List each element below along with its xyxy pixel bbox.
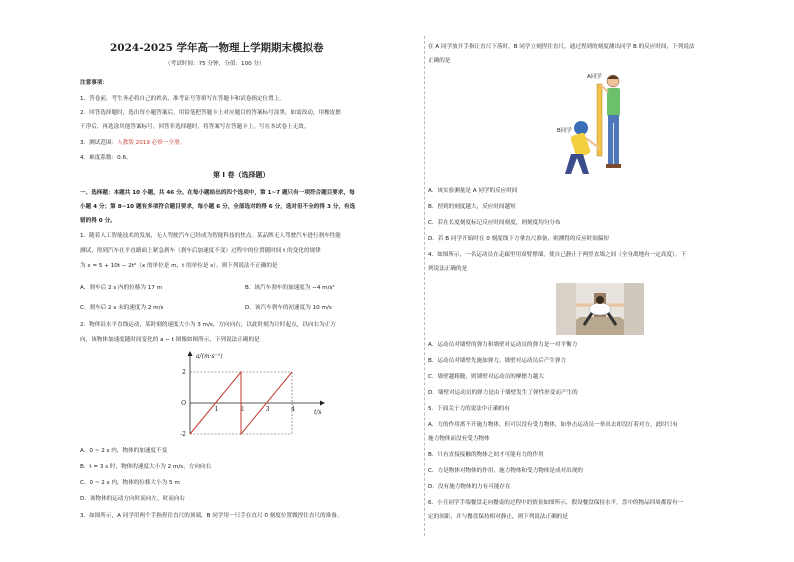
notice-heading: 注意事项： (80, 80, 108, 86)
exam-info: （考试时间：75 分钟，分值：100 分） (165, 61, 265, 67)
notice-line-2: 2．回答选择题时，选出每小题答案后，用铅笔把答题卡上对应题目的答案标号涂黑。如需改动，用橡皮擦 (80, 110, 341, 116)
q2-option-b: B．t = 3 s 时，物体的速度大小为 2 m/s，方向向右 (80, 464, 212, 470)
acceleration-time-chart (170, 348, 330, 438)
x-axis-arrow (320, 401, 325, 406)
section-title: 第 I 卷（选择题） (213, 171, 270, 179)
q3-stem-left: 3．如图所示，A 同学用两个手指捏住直尺的顶端，B 同学用一只手在直尺 0 刻度位置做捏住直尺的准备。 (80, 513, 343, 519)
q1-stem-3: 为 x = 5 + 10t − 2t²（x 的单位是 m，t 的单位是 s）。则下列说法不正确的是 (80, 263, 278, 269)
q4-stem-2: 列说法正确的是 (428, 266, 468, 272)
student-b-label: B同学 (557, 128, 572, 134)
scope-value: 人教版 2019 必修一全册。 (117, 140, 186, 146)
q2-option-d: D．该物体的运动方向时而向左，时而向右 (80, 496, 185, 502)
q4-option-d: D．墙壁对运动员的弹力是由于墙壁发生了弹性形变而产生的 (428, 390, 578, 396)
scope-label: 3．测试范围： (80, 140, 118, 146)
x-tick-label: 3 (265, 406, 270, 413)
q6-stem-2: 定的间距，并与餐盘保持相对静止，则下列说法正确的是 (428, 514, 568, 520)
q1-option-a: A．刹车后 2 s 内的位移为 17 m (80, 285, 163, 291)
y-axis-label: a/(m·s⁻²) (196, 353, 223, 360)
q5-option-c: C．力是物体对物体的作用，施力物体和受力物体是成对出现的 (428, 468, 583, 474)
y-tick-label: -2 (180, 431, 186, 438)
notice-line-5: 4．难度系数：0.6。 (80, 155, 132, 161)
x-tick-label: 2 (240, 406, 244, 413)
q5-stem: 5．下面关于力的说法中正确的有 (428, 406, 510, 412)
paper-title: 2024-2025 学年高一物理上学期期末模拟卷 (110, 42, 324, 54)
q4-option-c: C．墙壁越粗糙，则墙壁对运动员的摩擦力越大 (428, 374, 544, 380)
right-wall (624, 283, 644, 335)
q1-option-d: D．该汽车刹车的初速度为 10 m/s (245, 305, 332, 311)
part1-header-3: 错的得 0 分。 (80, 218, 116, 224)
q2-stem-2: 向，该物体加速度随时间变化的 a − t 图像如图所示，下列说法正确的是 (80, 337, 260, 343)
q2-option-a: A．0 ~ 2 s 内，物体的加速度不变 (80, 448, 168, 454)
part1-header-2: 小题 4 分；第 8~10 题有多项符合题目要求，每小题 6 分，全部选对的得 6 分，选对但不全的得 3 分，有选 (80, 204, 356, 210)
y-tick-labels (180, 369, 186, 438)
student-a-body (607, 88, 620, 116)
q2-option-c: C．0 ~ 2 s 内，物体的位移大小为 5 m (80, 480, 180, 486)
notice-line-4 (80, 140, 185, 147)
q5-option-d: D．没有施力物体的力有可能存在 (428, 484, 511, 490)
q1-stem-1: 1．随着人工智能技术的发展，无人驾驶汽车已经成为智能科技的焦点。某品牌无人驾驶汽车进行刹车性能 (80, 233, 341, 239)
q1-stem-2: 测试，得到汽车在平直路面上紧急刹车（刹车后加速度不变）过程中的位置随时间 t 的变化的规律 (80, 248, 321, 254)
q4-option-a: A．运动员对墙壁的弹力和墙壁对运动员的弹力是一对平衡力 (428, 342, 578, 348)
y-tick-label: O (181, 400, 186, 407)
q3-option-a: A．该实验测量是 A 同学的反应时间 (428, 188, 518, 194)
student-a-shoes (606, 164, 621, 168)
x-axis-label: t/s (314, 409, 322, 416)
q2-stem-1: 2．物体沿水平直线运动，某时刻的速度大小为 3 m/s，方向向右，以此时刻为计时起点，以向右为正方 (80, 322, 336, 328)
student-a-hair (607, 76, 619, 80)
q4-stem-1: 4．如图所示，一名运动员在走廊里用双臂撑墙，使自己静止于两竖直墙之间（全身离地有一定高度）。下 (428, 252, 687, 258)
student-b-body (570, 132, 591, 158)
ruler (597, 84, 602, 156)
x-tick-label: 1 (214, 406, 219, 413)
student-b-head (574, 121, 588, 135)
q3-stem-right-2: 正确的是 (428, 58, 451, 64)
q5-option-a-2: 施力物体而没有受力物体 (428, 436, 490, 442)
q4-option-b: B．运动员对墙壁先施加弹力，墙壁对运动员后产生弹力 (428, 358, 567, 364)
athlete-between-walls-photo (556, 283, 644, 335)
ruler-reaction-illustration (555, 68, 645, 183)
athlete-head (596, 296, 604, 304)
y-axis-arrow (188, 351, 193, 356)
q5-option-a-1: A．力的作用离不开施力物体，但可以没有受力物体，如拳击运动员一拳出去却没打着对方，此时只有 (428, 422, 678, 428)
x-tick-label: 4 (291, 406, 295, 413)
q6-stem-1: 6．小丑同学手端餐盘走向餐桌的过程中的情景如图所示，假设餐盘保持水平，盘中的物品四周都留有一 (428, 500, 684, 506)
part1-header-1: 一、选择题：本题共 10 小题，共 46 分。在每小题给出的四个选项中，第 1~7 题只有一项符合题目要求，每 (80, 190, 355, 196)
x-tick-labels (215, 406, 296, 413)
q3-option-d: D．若 B 同学开始时在 0 刻度线下方拿直尺准备，则测得的反应时间偏短 (428, 236, 610, 242)
q5-option-b: B．只有直接接触的物体之间才可能有力的作用 (428, 452, 544, 458)
column-divider (424, 36, 425, 536)
student-b-legs (565, 154, 589, 174)
q3-option-c: C．若在长度刻度标记反应时间刻度，则刻度均匀分布 (428, 220, 561, 226)
student-a-label: A同学 (587, 74, 602, 80)
q3-stem-right-1: 在 A 同学放开手指让直尺下落时，B 同学立刻捏住直尺，通过捏到的刻度测出同学 B 的反应时间，下列说法 (428, 44, 695, 50)
notice-line-3: 干净后，再选涂其他答案标号。回答非选择题时，将答案写在答题卡上。写在本试卷上无效。 (80, 124, 310, 130)
left-wall (556, 283, 576, 335)
q3-option-b: B．捏到的刻度越大，反应时间越短 (428, 204, 516, 210)
q1-option-c: C．刹车后 2 s 末的速度为 2 m/s (80, 305, 164, 311)
notice-line-1: 1．答卷前，考生务必将自己的姓名、准考证号等填写在答题卡和试卷指定位置上。 (80, 96, 285, 102)
q1-option-b: B．该汽车刹车的加速度为 −4 m/s² (245, 285, 335, 291)
y-tick-label: 2 (182, 369, 186, 376)
